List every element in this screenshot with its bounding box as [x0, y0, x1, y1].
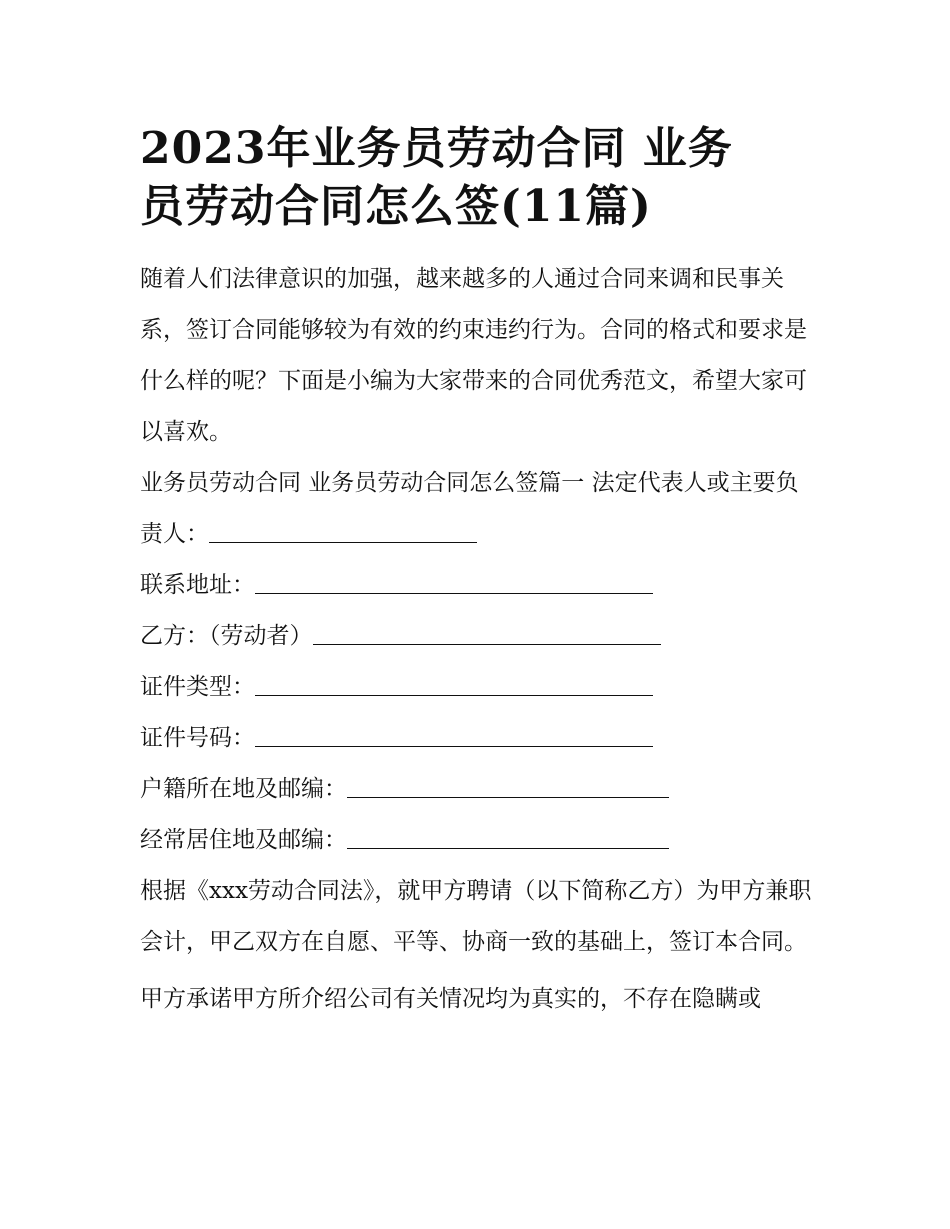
household-field	[140, 764, 820, 815]
id-type-label: 证件类型：	[140, 674, 255, 700]
residence-field	[140, 815, 820, 866]
responsible-person-blank	[209, 541, 477, 543]
party-b-label: 乙方：（劳动者）	[140, 623, 313, 649]
address-field	[140, 560, 820, 611]
document-page	[140, 120, 820, 1025]
address-blank	[255, 592, 653, 594]
household-label: 户籍所在地及邮编：	[140, 776, 347, 802]
document-body	[140, 254, 820, 1025]
promise-paragraph: 甲方承诺甲方所介绍公司有关情况均为真实的，不存在隐瞒或	[140, 986, 761, 1012]
residence-blank	[347, 847, 669, 849]
id-type-field	[140, 662, 820, 713]
title-line-2: 员劳动合同怎么签(11篇)	[140, 181, 652, 232]
household-blank	[347, 796, 669, 798]
title-line-1: 2023年业务员劳动合同 业务	[140, 123, 733, 174]
id-number-field	[140, 713, 820, 764]
responsible-person-field	[140, 458, 820, 560]
id-type-blank	[255, 694, 653, 696]
section-intro-text: 业务员劳动合同 业务员劳动合同怎么签篇一 法定代表人或主要负责人：	[140, 470, 799, 547]
document-title	[140, 120, 820, 236]
id-number-blank	[255, 745, 653, 747]
basis-paragraph: 根据《xxx劳动合同法》，就甲方聘请（以下简称乙方）为甲方兼职会计，甲乙双方在自愿、平等、协商一致的基础上，签订本合同。	[140, 878, 812, 955]
party-b-field	[140, 611, 820, 662]
id-number-label: 证件号码：	[140, 725, 255, 751]
address-label: 联系地址：	[140, 572, 255, 598]
residence-label: 经常居住地及邮编：	[140, 827, 347, 853]
intro-paragraph: 随着人们法律意识的加强，越来越多的人通过合同来调和民事关系，签订合同能够较为有效的约束违约行为。合同的格式和要求是什么样的呢？下面是小编为大家带来的合同优秀范文，希望大家可以喜欢。	[140, 266, 807, 445]
party-b-blank	[313, 643, 661, 645]
